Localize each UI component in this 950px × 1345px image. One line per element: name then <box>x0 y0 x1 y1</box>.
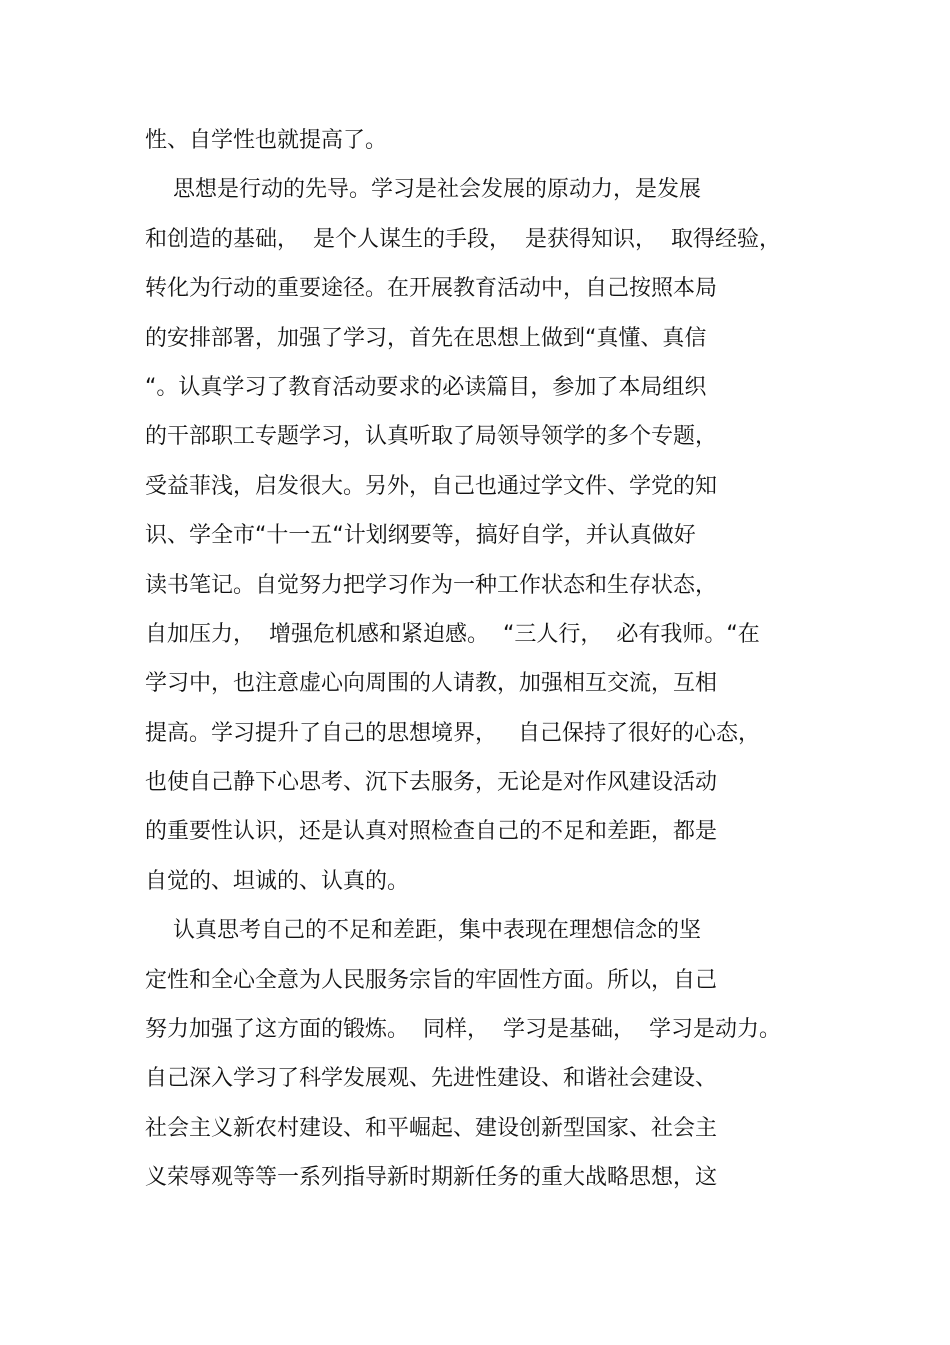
text-line: 提高。学习提升了自己的思想境界， 自己保持了很好的心态， <box>145 720 760 746</box>
text-line: 学习中，也注意虚心向周围的人请教，加强相互交流，互相 <box>145 671 718 697</box>
text-line: 读书笔记。自觉努力把学习作为一种工作状态和生存状态， <box>145 572 718 598</box>
text-line: 性、自学性也就提高了。 <box>145 128 388 153</box>
text-line: 的重要性认识，还是认真对照检查自己的不足和差距，都是 <box>145 819 718 845</box>
text-line: 定性和全心全意为人民服务宗旨的牢固性方面。所以，自己 <box>145 967 718 993</box>
text-line: 努力加强了这方面的锻炼。 同样， 学习是基础， 学习是动力。 <box>145 1017 781 1043</box>
text-line: 识、学全市“十一五“计划纲要等，搞好自学，并认真做好 <box>145 523 696 549</box>
text-line: 自己深入学习了科学发展观、先进性建设、和谐社会建设、 <box>145 1066 718 1092</box>
text-line: 也使自己静下心思考、沉下去服务，无论是对作风建设活动 <box>145 770 718 796</box>
text-line: 的干部职工专题学习，认真听取了局领导领学的多个专题， <box>145 424 718 450</box>
text-line: 思想是行动的先导。学习是社会发展的原动力，是发展 <box>145 177 701 203</box>
text-line: 受益菲浅，启发很大。另外，自己也通过学文件、学党的知 <box>145 473 718 499</box>
text-line: “。认真学习了教育活动要求的必读篇目，参加了本局组织 <box>145 374 707 400</box>
text-line: 转化为行动的重要途径。在开展教育活动中，自己按照本局 <box>145 276 718 302</box>
text-line: 社会主义新农村建设、和平崛起、建设创新型国家、社会主 <box>145 1115 718 1141</box>
text-line: 认真思考自己的不足和差距，集中表现在理想信念的坚 <box>145 918 701 944</box>
text-line: 自加压力， 增强危机感和紧迫感。 “三人行， 必有我师。“在 <box>145 621 760 647</box>
body-text <box>145 124 825 1211</box>
text-line: 自觉的、坦诚的、认真的。 <box>145 868 410 894</box>
text-line: 和创造的基础， 是个人谋生的手段， 是获得知识， 取得经验， <box>145 226 781 252</box>
text-line: 的安排部署，加强了学习，首先在思想上做到“真懂、真信 <box>145 325 707 351</box>
text-line: 义荣辱观等等一系列指导新时期新任务的重大战略思想，这 <box>145 1165 718 1191</box>
